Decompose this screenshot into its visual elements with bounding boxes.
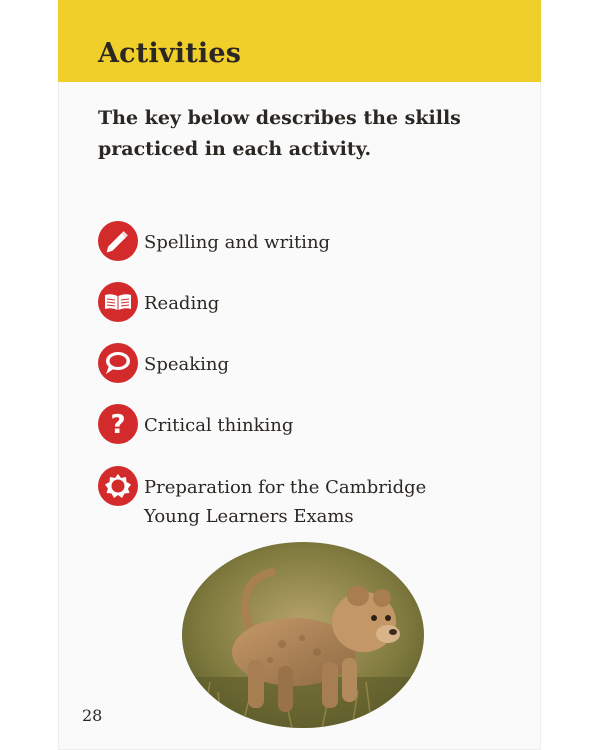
skill-reading	[98, 282, 219, 322]
skill-label: Speaking	[144, 354, 230, 375]
page-number: 28	[82, 706, 103, 725]
skill-spelling-writing	[98, 221, 330, 261]
skill-label: Preparation for the Cambridge Young Learners Exams	[144, 477, 427, 527]
open-book-icon	[98, 282, 138, 322]
skill-critical-thinking	[98, 404, 293, 444]
skill-label: Critical thinking	[144, 415, 294, 436]
book-page	[58, 0, 541, 750]
header-band	[58, 0, 541, 82]
pencil-icon	[98, 221, 138, 261]
skill-speaking	[98, 343, 229, 383]
skill-label: Spelling and writing	[144, 232, 331, 253]
svg-text:?: ?	[110, 410, 126, 440]
skill-cambridge-exams	[98, 466, 478, 531]
lion-cub-photo	[182, 542, 424, 728]
speech-bubble-icon	[98, 343, 138, 383]
skill-label: Reading	[144, 293, 220, 314]
intro-text: The key below describes the skills practiced in each activity.	[98, 107, 461, 160]
page-title: Activities	[98, 38, 242, 69]
question-mark-icon	[98, 404, 138, 444]
badge-star-icon	[98, 466, 138, 506]
